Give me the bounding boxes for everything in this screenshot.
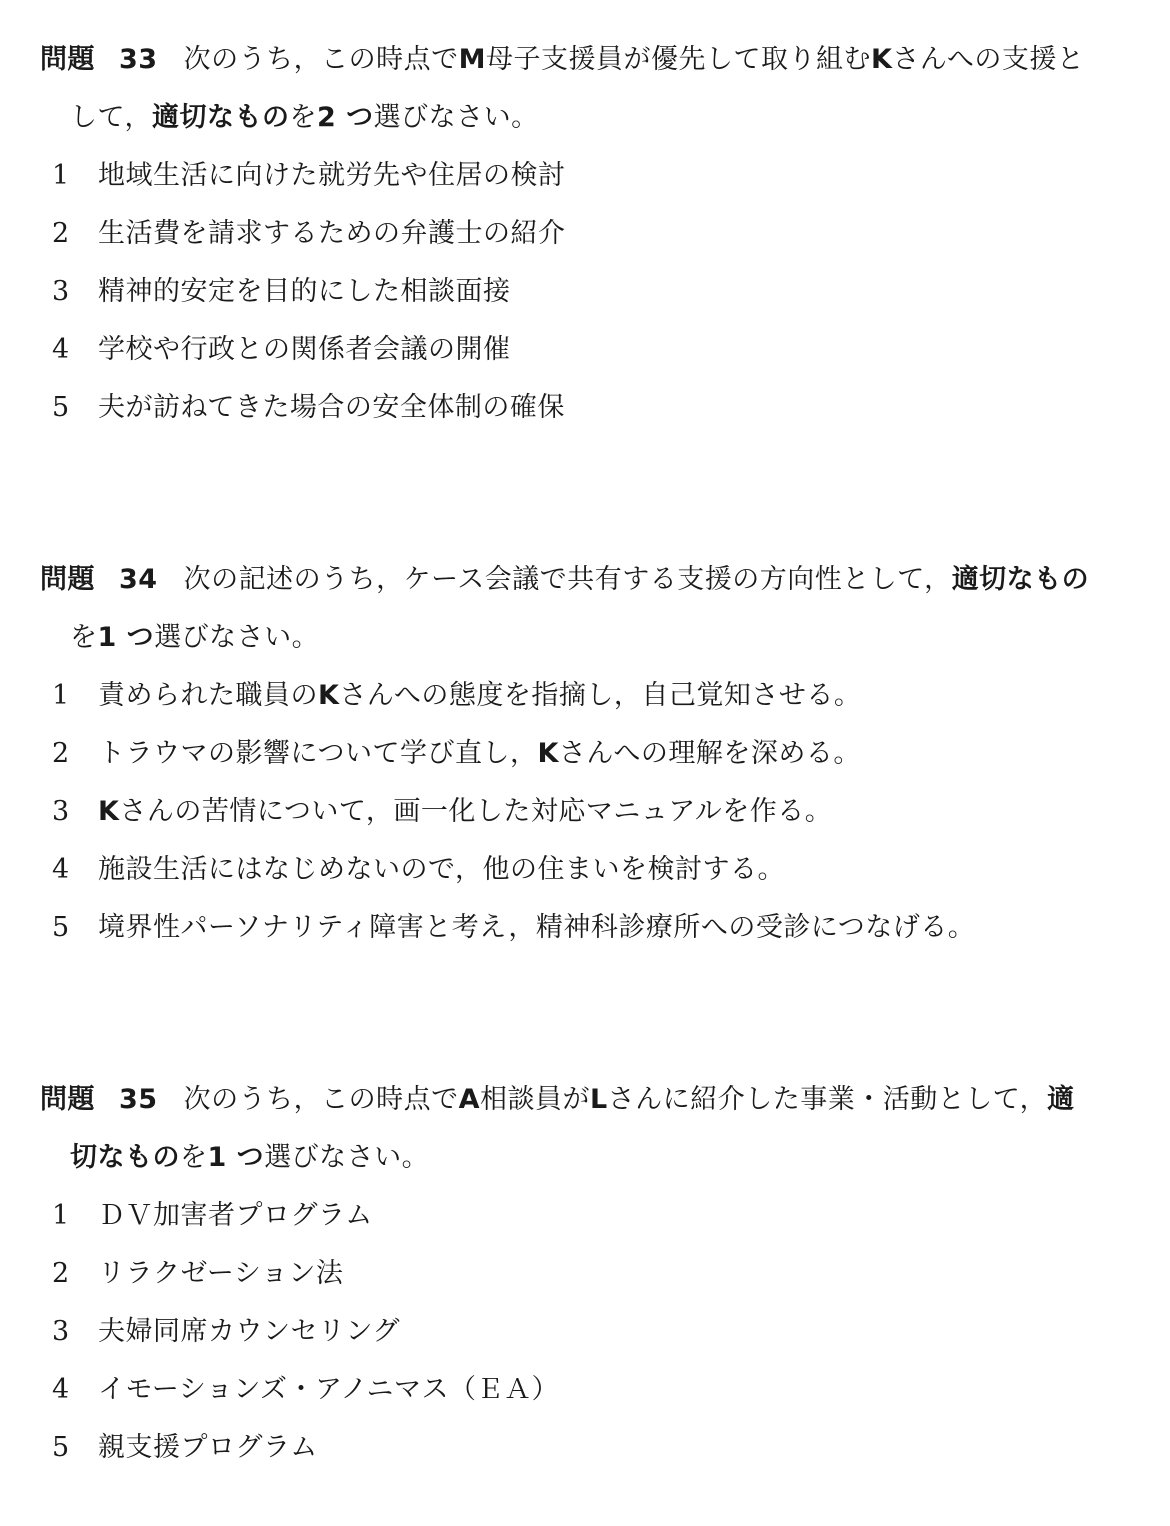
question-35-stem-line-1: [40, 1071, 1145, 1129]
question-35-stem-line-2: [40, 1129, 1145, 1187]
option-1[interactable]: [52, 667, 975, 725]
stem-text: 次の記述のうち，ケース会議で共有する支援の方向性として，: [183, 564, 952, 595]
stem-text: を: [180, 1142, 208, 1173]
option-text: さんへの理解を深める。: [558, 738, 861, 769]
option-number: 3: [52, 1316, 70, 1347]
option-number: 2: [52, 738, 70, 769]
option-1[interactable]: [52, 1187, 559, 1245]
question-34-stem: [40, 551, 1145, 667]
stem-text: を: [289, 102, 317, 133]
option-text: さんの苦情について，画一化した対応マニュアルを作る。: [119, 796, 833, 827]
question-34-options: [52, 667, 975, 957]
question-34-stem-line-2: [40, 609, 1145, 667]
option-number: 1: [52, 1200, 70, 1231]
option-number: 4: [52, 1374, 70, 1405]
stem-text: 次のうち，この時点で: [183, 44, 459, 75]
option-text: 夫婦同席カウンセリング: [98, 1316, 400, 1347]
question-label: 問題: [40, 44, 95, 75]
option-2[interactable]: [52, 205, 566, 263]
stem-emphasis: 適切なもの: [151, 102, 290, 133]
stem-emphasis: 適: [1047, 1084, 1075, 1115]
stem-text: さんへの支援と: [892, 44, 1085, 75]
question-33-stem-line-1: [40, 31, 1145, 89]
option-number: 5: [52, 912, 70, 943]
option-text: 地域生活に向けた就労先や住居の検討: [98, 160, 566, 191]
option-text: さんへの態度を指摘し，自己覚知させる。: [339, 680, 862, 711]
option-text: 生活費を請求するための弁護士の紹介: [98, 218, 566, 249]
question-33-stem: [40, 31, 1145, 147]
option-text: 学校や行政との関係者会議の開催: [98, 334, 511, 365]
option-letter-k: K: [98, 796, 120, 827]
option-number: 5: [52, 392, 70, 423]
option-number: 3: [52, 276, 70, 307]
option-4[interactable]: [52, 1361, 559, 1419]
option-text: 責められた職員の: [98, 680, 318, 711]
question-34-stem-line-1: [40, 551, 1145, 609]
stem-text: 相談員が: [479, 1084, 590, 1115]
stem-text: して，: [70, 102, 152, 133]
option-number: 2: [52, 1258, 70, 1289]
option-text: イモーションズ・アノニマス（ＥＡ）: [98, 1374, 560, 1405]
question-35-options: [52, 1187, 559, 1477]
option-text: ＤＶ加害者プログラム: [98, 1200, 373, 1231]
option-number: 5: [52, 1432, 70, 1463]
stem-text: さんに紹介した事業・活動として，: [607, 1084, 1048, 1115]
stem-emphasis: 切なもの: [70, 1142, 180, 1173]
option-text: 夫が訪ねてきた場合の安全体制の確保: [98, 392, 565, 423]
option-text: トラウマの影響について学び直し，: [98, 738, 538, 769]
stem-text: 母子支援員が優先して取り組む: [485, 44, 871, 75]
question-33-stem-line-2: [40, 89, 1145, 147]
option-number: 3: [52, 796, 70, 827]
stem-text: 選びなさい。: [373, 102, 539, 133]
option-2[interactable]: [52, 1245, 559, 1303]
stem-letter-m: M: [458, 44, 486, 75]
stem-letter-l: L: [589, 1084, 608, 1115]
question-label: 問題: [40, 1084, 95, 1115]
option-letter-k: K: [318, 680, 340, 711]
option-text: リラクゼーション法: [98, 1258, 344, 1289]
stem-count: 1 つ: [97, 622, 155, 653]
option-4[interactable]: [52, 841, 975, 899]
stem-text: 選びなさい。: [264, 1142, 430, 1173]
stem-text: を: [70, 622, 98, 653]
question-number: 35: [119, 1084, 158, 1115]
option-text: 境界性パーソナリティ障害と考え，精神科診療所への受診につなげる。: [98, 912, 976, 943]
option-number: 2: [52, 218, 70, 249]
stem-count: 2 つ: [316, 102, 374, 133]
question-label: 問題: [40, 564, 95, 595]
stem-emphasis: 適切なもの: [951, 564, 1090, 595]
option-3[interactable]: [52, 1303, 559, 1361]
option-3[interactable]: [52, 783, 975, 841]
stem-text: 選びなさい。: [154, 622, 320, 653]
option-letter-k: K: [537, 738, 559, 769]
option-5[interactable]: [52, 899, 975, 957]
option-text: 親支援プログラム: [98, 1432, 318, 1463]
option-number: 1: [52, 160, 70, 191]
option-number: 1: [52, 680, 70, 711]
question-number: 34: [119, 564, 158, 595]
stem-letter-k: K: [870, 44, 893, 75]
option-5[interactable]: [52, 1419, 559, 1477]
option-number: 4: [52, 854, 70, 885]
option-text: 精神的安定を目的にした相談面接: [98, 276, 511, 307]
option-5[interactable]: [52, 379, 566, 437]
question-35-stem: [40, 1071, 1145, 1187]
option-number: 4: [52, 334, 70, 365]
option-4[interactable]: [52, 321, 566, 379]
question-33-options: [52, 147, 566, 437]
stem-text: 次のうち，この時点で: [183, 1084, 459, 1115]
stem-count: 1 つ: [207, 1142, 265, 1173]
question-number: 33: [119, 44, 158, 75]
option-1[interactable]: [52, 147, 566, 205]
option-3[interactable]: [52, 263, 566, 321]
option-2[interactable]: [52, 725, 975, 783]
option-text: 施設生活にはなじめないので，他の住まいを検討する。: [98, 854, 785, 885]
stem-letter-a: A: [458, 1084, 480, 1115]
